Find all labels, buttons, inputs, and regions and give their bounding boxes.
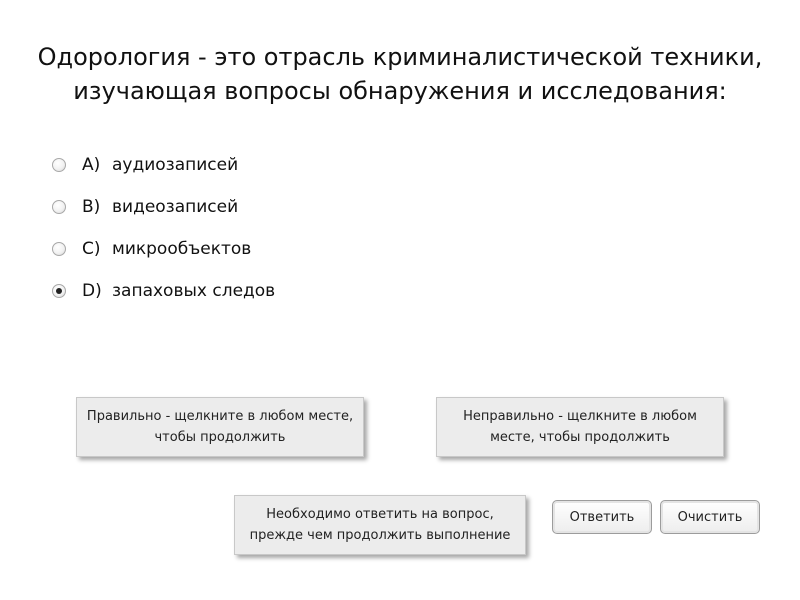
option-letter: D) bbox=[82, 281, 102, 301]
option-letter: B) bbox=[82, 197, 101, 217]
option-label: запаховых следов bbox=[112, 281, 276, 301]
radio-button-a[interactable] bbox=[52, 158, 66, 172]
option-c[interactable] bbox=[52, 228, 275, 270]
answer-required-message: Необходимо ответить на вопрос, прежде чем продолжить выполнение bbox=[234, 495, 526, 555]
option-a[interactable] bbox=[52, 144, 275, 186]
correct-feedback-box[interactable]: Правильно - щелкните в любом месте, чтобы продолжить bbox=[76, 397, 364, 457]
radio-button-c[interactable] bbox=[52, 242, 66, 256]
clear-button[interactable]: Очистить bbox=[660, 500, 760, 534]
option-label: аудиозаписей bbox=[112, 155, 239, 175]
submit-button[interactable]: Ответить bbox=[552, 500, 652, 534]
option-b[interactable] bbox=[52, 186, 275, 228]
option-letter: A) bbox=[82, 155, 101, 175]
incorrect-feedback-box[interactable]: Неправильно - щелкните в любом месте, чтобы продолжить bbox=[436, 397, 724, 457]
answer-options bbox=[52, 144, 275, 312]
option-label: микрообъектов bbox=[112, 239, 252, 259]
question-text: Одорология - это отрасль криминалистической техники, изучающая вопросы обнаружения и исследования: bbox=[37, 43, 763, 105]
radio-button-d[interactable] bbox=[52, 284, 66, 298]
option-letter: C) bbox=[82, 239, 101, 259]
radio-button-b[interactable] bbox=[52, 200, 66, 214]
option-label: видеозаписей bbox=[112, 197, 239, 217]
option-d[interactable] bbox=[52, 270, 275, 312]
